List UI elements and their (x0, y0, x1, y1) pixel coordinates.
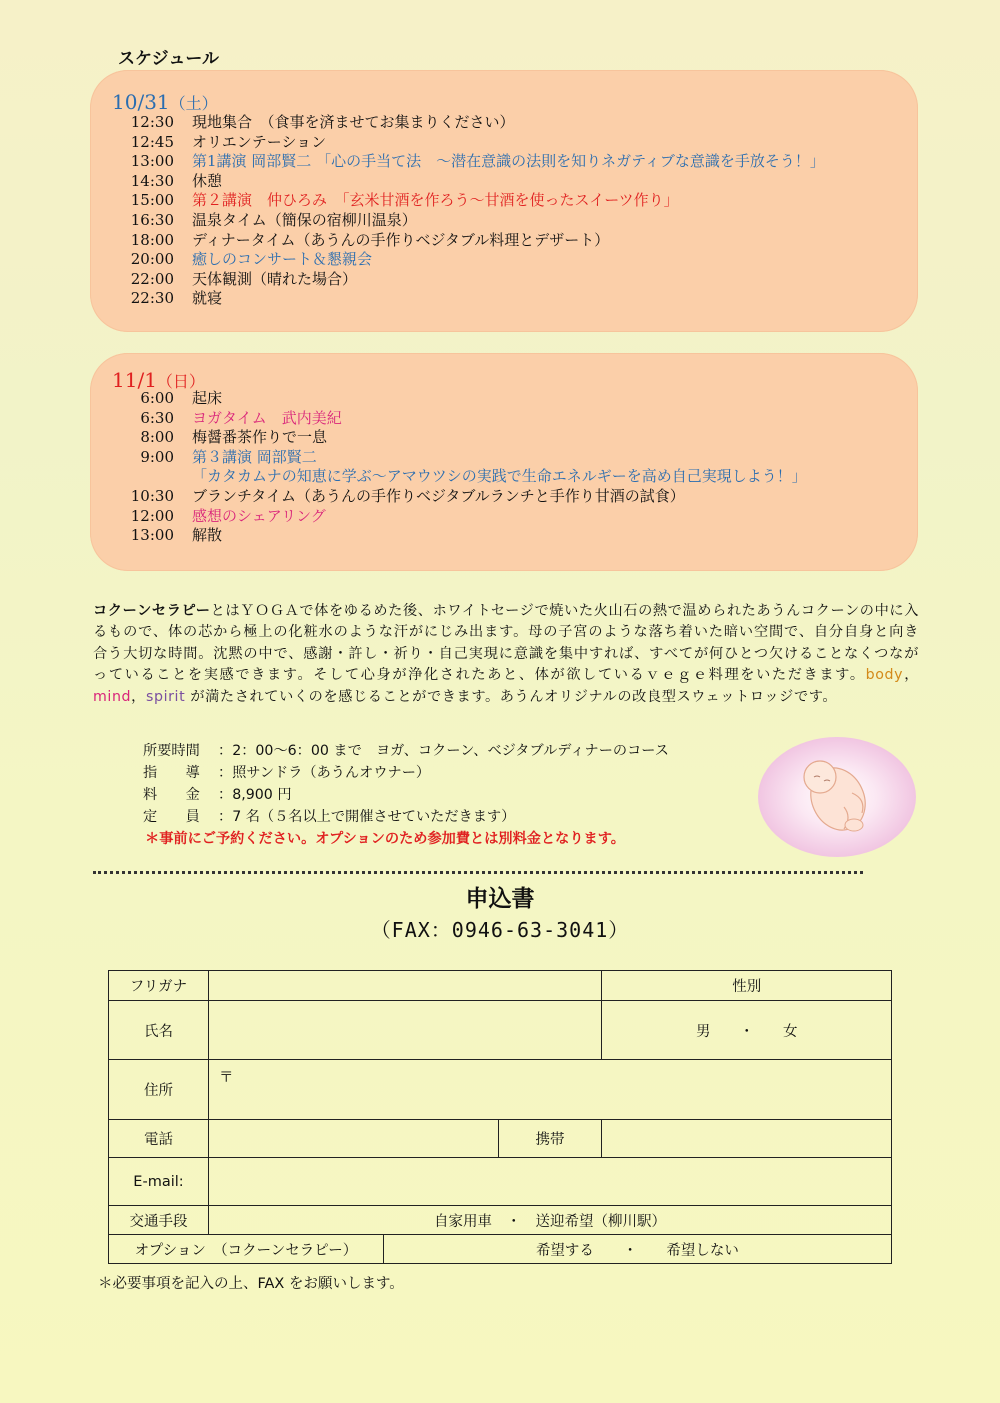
transport-label: 交通手段 (109, 1206, 209, 1235)
schedule-time: 8:00 (140, 428, 174, 447)
email-field[interactable] (208, 1158, 891, 1206)
day1-title (112, 90, 218, 114)
fax-number: （FAX：0946-63-3041） (370, 918, 630, 942)
schedule-time: 15:00 (130, 191, 174, 210)
detail-label: 指 導 (143, 765, 200, 781)
phone-label: 電話 (109, 1120, 209, 1158)
section-divider (93, 871, 863, 874)
reservation-notice: ＊事前にご予約ください。オプションのため参加費とは別料金となります。 (145, 831, 625, 847)
schedule-item (110, 428, 807, 448)
schedule-item (110, 289, 825, 309)
intro-text-1: とはＹＯＧＡで体をゆるめた後、ホワイトセージで焼いた火山石の熱で温められたあうんコクーンの中に入るもので、体の芯から極上の化粧水のような汗がにじみ出ます。母の子宮のような落ち着いた暗い空間で、自分自身と向き合う大切な時間。沈黙の中で、感謝・許し・祈り・自己実現に意識を集中すれば、すべてが何ひとつ欠けることなくつながっていることを実感できます。そして心身が浄化されたあと、体が欲しているｖｅｇｅ料理をいただきます。 (93, 603, 919, 684)
schedule-time: 18:00 (130, 230, 174, 249)
detail-fee (143, 784, 669, 806)
address-row (109, 1060, 892, 1120)
detail-label: 料 金 (143, 787, 200, 803)
cocoon-term: コクーンセラピー (93, 603, 211, 619)
schedule-text: 第２講演 仲ひろみ 「玄米甘酒を作ろう～甘酒を使ったスイーツ作り」 (192, 191, 679, 210)
schedule-time: 6:30 (140, 408, 174, 427)
schedule-heading: スケジュール (118, 49, 219, 69)
schedule-time: 16:30 (130, 210, 174, 229)
name-field[interactable] (208, 1001, 601, 1060)
option-label: オプション （コクーンセラピー） (109, 1235, 384, 1264)
schedule-item (110, 507, 807, 527)
schedule-time: 10:30 (130, 486, 174, 505)
email-label: E-mail: (109, 1158, 209, 1206)
phone-field[interactable] (208, 1120, 498, 1158)
footnote: ＊必要事項を記入の上、FAX をお願いします。 (98, 1276, 404, 1292)
schedule-item (110, 487, 807, 507)
detail-value: ：7 名（５名以上で開催させていただきます） (218, 809, 516, 825)
schedule-item (110, 389, 807, 409)
schedule-text: ヨガタイム 武内美紀 (192, 408, 342, 427)
baby-illustration (758, 737, 916, 857)
schedule-time: 12:30 (130, 113, 174, 131)
word-spirit: spirit (145, 688, 186, 705)
detail-label: 定 員 (143, 809, 200, 825)
schedule-time: 22:00 (130, 269, 174, 288)
intro-text-2: が満たされていくのを感じることができます。あうんオリジナルの改良型スウェットロッジです。 (185, 688, 838, 705)
transport-row (109, 1206, 892, 1235)
detail-capacity (143, 806, 669, 828)
schedule-item (110, 133, 825, 153)
address-label: 住所 (109, 1060, 209, 1120)
schedule-text: 起床 (192, 389, 223, 407)
furigana-field[interactable] (208, 971, 601, 1001)
day2-schedule-box (90, 353, 918, 571)
separator: ， (903, 667, 919, 684)
separator: ， (131, 688, 146, 705)
transport-options[interactable]: 自家用車 ・ 送迎希望（柳川駅） (208, 1206, 891, 1235)
schedule-item (110, 191, 825, 211)
option-choices[interactable]: 希望する ・ 希望しない (383, 1235, 891, 1264)
schedule-item (110, 526, 807, 546)
schedule-item (110, 172, 825, 192)
schedule-text: 「カタカムナの知恵に学ぶ～アマウツシの実践で生命エネルギーを高め自己実現しよう！」 (192, 467, 807, 486)
day1-list (110, 113, 825, 309)
word-mind: mind (93, 688, 132, 705)
name-label: 氏名 (109, 1001, 209, 1060)
postal-mark: 〒 (218, 1070, 234, 1086)
schedule-text: オリエンテーション (192, 132, 327, 151)
detail-value: ：照サンドラ（あうんオウナー） (218, 765, 431, 781)
schedule-item (110, 152, 825, 172)
schedule-text: 解散 (192, 526, 223, 545)
schedule-time: 9:00 (140, 447, 174, 466)
detail-duration (143, 740, 669, 762)
schedule-time: 20:00 (130, 250, 174, 269)
schedule-time: 13:00 (130, 152, 174, 171)
word-body: body (865, 667, 904, 684)
schedule-text: 温泉タイム（簡保の宿柳川温泉） (192, 210, 417, 229)
email-row (109, 1158, 892, 1206)
schedule-text: ブランチタイム（あうんの手作りベジタブルランチと手作り甘酒の試食） (192, 486, 685, 505)
application-title: 申込書 (465, 886, 535, 912)
mobile-field[interactable] (602, 1120, 892, 1158)
day2-weekday: （日） (156, 372, 205, 391)
name-row (109, 1001, 892, 1060)
schedule-item (110, 467, 807, 487)
schedule-item (110, 270, 825, 290)
detail-value: ：2：00～6：00 まで ヨガ、コクーン、ベジタブルディナーのコース (218, 743, 669, 759)
address-field[interactable] (208, 1060, 891, 1120)
schedule-time: 12:00 (130, 506, 174, 525)
day1-weekday: （土） (169, 94, 218, 113)
schedule-text: 第３講演 岡部賢二 (192, 447, 317, 466)
schedule-time: 6:00 (140, 389, 174, 407)
schedule-text: ディナータイム（あうんの手作りベジタブル料理とデザート） (192, 230, 610, 249)
schedule-text: 現地集合 （食事を済ませてお集まりください） (192, 113, 515, 131)
schedule-time: 13:00 (130, 526, 174, 545)
option-row (109, 1235, 892, 1264)
schedule-time: 22:30 (130, 289, 174, 308)
cocoon-description (93, 601, 919, 708)
detail-label: 所要時間 (143, 743, 200, 759)
course-details (143, 740, 669, 850)
furigana-row (109, 971, 892, 1001)
detail-value: ：8,900 円 (218, 787, 292, 803)
schedule-time: 12:45 (130, 132, 174, 151)
application-form (108, 970, 892, 1264)
schedule-text: 第1講演 岡部賢二 「心の手当て法 ～潜在意識の法則を知りネガティブな意識を手放そう！」 (192, 152, 825, 171)
day2-date: 11/1 (112, 368, 157, 392)
detail-instructor (143, 762, 669, 784)
gender-label: 性別 (602, 971, 892, 1001)
schedule-item (110, 231, 825, 251)
schedule-item (110, 409, 807, 429)
day1-schedule-box (90, 70, 918, 332)
schedule-text: 梅醤番茶作りで一息 (192, 428, 328, 447)
schedule-text: 天体観測（晴れた場合） (192, 269, 358, 288)
schedule-text: 就寝 (192, 289, 223, 308)
gender-options[interactable]: 男 ・ 女 (602, 1001, 892, 1060)
schedule-text: 休憩 (192, 171, 223, 190)
phone-row (109, 1120, 892, 1158)
schedule-text: 癒しのコンサート＆懇親会 (192, 250, 373, 269)
day1-date: 10/31 (112, 90, 170, 114)
schedule-time: 14:30 (130, 171, 174, 190)
schedule-item (110, 211, 825, 231)
schedule-item (110, 113, 825, 133)
schedule-text: 感想のシェアリング (192, 506, 326, 525)
schedule-item (110, 250, 825, 270)
mobile-label: 携帯 (498, 1120, 602, 1158)
furigana-label: フリガナ (109, 971, 209, 1001)
day2-list (110, 389, 807, 546)
schedule-item (110, 448, 807, 468)
